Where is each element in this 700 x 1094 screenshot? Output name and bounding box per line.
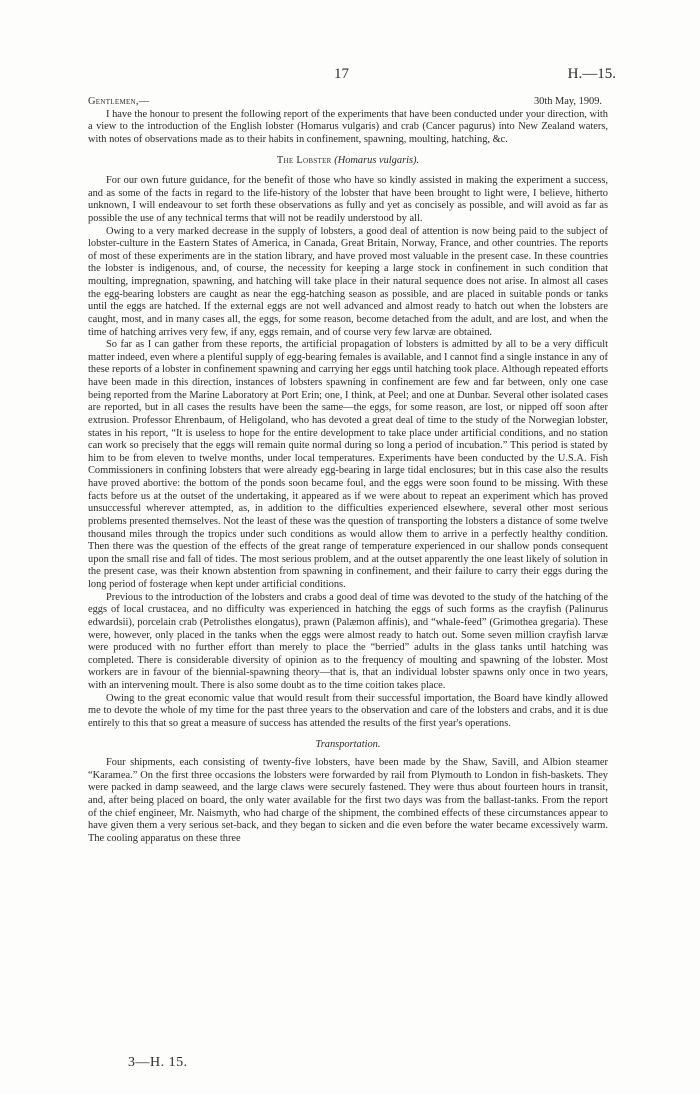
report-code: H.—15. xyxy=(567,66,616,82)
lobster-paragraph-1: For our own future guidance, for the benefit of those who have so kindly assisted in making the experiment a success, and as some of the facts in regard to the life-history of the lobster that have been brought to light were, I believe, hitherto unknown, I will endeavour to set forth these observations as fully and yet as concisely as possible, and will avoid as far as possible the use of any technical terms that will not be readily understood by all. xyxy=(88,175,608,224)
transportation-paragraph-1: Four shipments, each consisting of twenty-five lobsters, have been made by the Shaw, Savill, and Albion steamer “Karamea.” On the first three occasions the lobsters were forwarded by rail from Plymouth to London in fish-baskets. They were packed in damp seaweed, and the large claws were securely fastened. They were thus about fourteen hours in transit, and, after being placed on board, the only water available for the first two days was from the ballast-tanks. From the report of the chief engineer, Mr. Naismyth, who had charge of the shipment, the combined effects of these circumstances appear to have given them a very serious set-back, and they began to sicken and die even before the water became excessively warm. The cooling apparatus on these three xyxy=(88,757,608,844)
page-number: 17 xyxy=(334,66,349,82)
document-body xyxy=(88,96,608,846)
intro-paragraph: I have the honour to present the following report of the experiments that have been conducted under your direction, with a view to the introduction of the English lobster (Homarus vulgaris) and crab (Cancer pagurus) into New Zealand waters, with notes of observations made as to their habits in confinement, spawning, moulting, hatching, &c. xyxy=(88,108,608,145)
signature-mark: 3—H. 15. xyxy=(128,1055,188,1070)
salutation-line xyxy=(88,96,608,109)
letter-date: 30th May, 1909. xyxy=(533,96,602,107)
page-header xyxy=(0,66,700,86)
transportation-heading: Transportation. xyxy=(315,738,381,750)
salutation: Gentlemen,— xyxy=(88,96,150,107)
lobster-species-name: (Homarus vulgaris). xyxy=(334,155,420,167)
lobster-paragraph-4: Previous to the introduction of the lobsters and crabs a good deal of time was devoted to the study of the hatching of the eggs of local crustacea, and no difficulty was experienced in hatching the eggs of such forms as the crayfish (Palinurus edwardsii), porcelain crab (Petrolisthes elongatus), prawn (Palæmon affinis), and “whale-feed” (Grimothea gregaria). These were, however, only placed in the tanks when the eggs were almost ready to hatch out. Some seven million crayfish larvæ were produced with no further effort than merely to place the “berried” adults in the glass tanks until hatching was completed. There is considerable diversity of opinion as to the frequency of moulting and spawning of the lobster. Most workers are in favour of the biennial-spawning theory—that is, that an individual lobster spawns only once in two years, with an intervening moult. There is also some doubt as to the time coition takes place. xyxy=(88,591,608,692)
lobster-paragraph-2: Owing to a very marked decrease in the supply of lobsters, a good deal of attention is now being paid to the subject of lobster-culture in the Eastern States of America, in Canada, Great Britain, Norway, France, and other countries. The reports of most of these experiments are in the station library, and have proved most valuable in the present case. In these countries the lobster is indigenous, and, of course, the necessity for keeping a large stock in confinement in such condition that moulting, impregnation, spawning, and hatching will take place in their natural sequence does not arise. In almost all cases the egg-bearing lobsters are caught as near the egg-hatching season as possible, and are placed in suitable ponds or tanks until the eggs are hatched. If the external eggs are not well advanced and almost ready to hatch out when the lobsters are caught, most, and in many cases all, the eggs, for some reason, become detached from the adult, and are lost, and when the time of hatching arrives very few, if any, eggs remain, and of course very few larvæ are obtained. xyxy=(88,225,608,338)
lobster-section-title: The Lobster xyxy=(276,155,332,167)
lobster-paragraph-3: So far as I can gather from these reports, the artificial propagation of lobsters is admitted by all to be a very difficult matter indeed, even where a plentiful supply of egg-bearing females is available, and I cannot find a single instance in any of these reports of a lobster in confinement spawning and carrying her eggs until hatching took place. Although repeated efforts have been made in this direction, instances of lobsters spawning in confinement are few and far between, only one case being reported from the Marine Laboratory at Port Erin; one, I think, at Peel; and one at Dunbar. Several other isolated cases are reported, but in all cases the results have been the same—the eggs, for some reason, are lost, or nipped off soon after extrusion. Professor Ehrenbaum, of Heligoland, who has devoted a great deal of time to the study of the Norwegian lobster, states in his report, “It is useless to hope for the entire development to take place under artificial conditions, and no station can work so precisely that the eggs will remain quite normal during so long a period of incubation.” This period is stated by him to be from eleven to twelve months, under local temperatures. Experiments have been conducted by the U.S.A. Fish Commissioners in confining lobsters that were already egg-bearing in large tidal enclosures; but in this case also the results have proved abortive: the bottom of the ponds soon became foul, and the eggs were soon found to be missing. With these facts before us at the outset of the undertaking, it appeared as if we were about to repeat an experiment which has proved unsuccessful wherever attempted, as, in addition to the difficulties experienced elsewhere, several other most serious problems presented themselves. Not the least of these was the question of transporting the lobsters a distance of some twelve thousand miles through the tropics under such conditions as would allow them to arrive in a perfectly healthy condition. Then there was the question of the effects of the great range of temperature experienced in our shallow ponds consequent upon the small rise and fall of tides. The most serious problem, and at the outset apparently the one least likely of solution in the present case, was their known abstention from spawning in confinement, and their failure to carry their eggs during the long period of fosterage when kept under artificial conditions. xyxy=(88,339,608,591)
lobster-section-heading xyxy=(88,155,608,168)
lobster-paragraph-5: Owing to the great economic value that would result from their successful importation, the Board have kindly allowed me to devote the whole of my time for the past three years to the observation and care of the lobsters and crabs, and it is due entirely to this that so great a measure of success has attended the results of the first year's operations. xyxy=(88,692,608,729)
